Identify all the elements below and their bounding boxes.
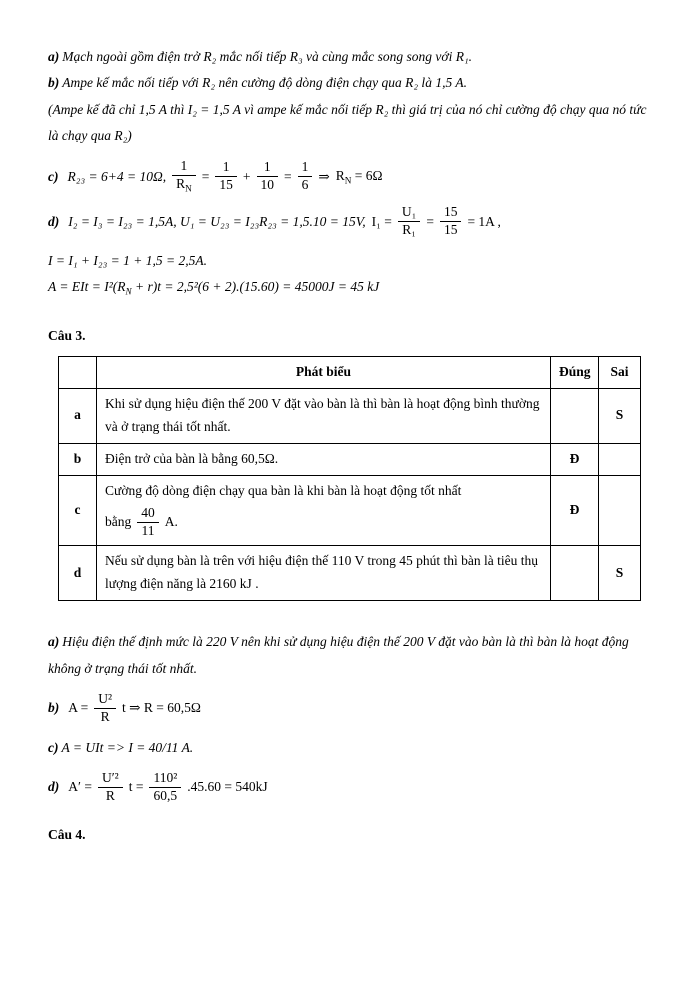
result-base: R xyxy=(335,167,345,183)
table-header-row xyxy=(59,356,641,388)
cau3-sol-d xyxy=(48,770,650,805)
row-key-cell: c xyxy=(59,475,97,546)
sol-c-text: A = UIt => I = 40/11 A. xyxy=(61,739,194,755)
sol-a-text: Hiệu điện thế định mức là 220 V nên khi sử dụng hiệu điện thế 200 V đặt vào bàn là thì bàn là hoạt động không ở trạng thái tốt nhất. xyxy=(48,634,629,676)
fraction-1-over-10 xyxy=(257,159,279,194)
cau4-heading: Câu 4. xyxy=(48,826,86,842)
true-false-table xyxy=(58,356,641,601)
fraction-1-over-15 xyxy=(215,159,237,194)
item-a-label: a) xyxy=(48,49,60,64)
true-header: Đúng xyxy=(551,356,599,388)
sai-cell xyxy=(599,443,641,475)
statement-cell xyxy=(97,475,551,546)
item-b-label: b) xyxy=(48,75,60,91)
fraction-U1-over-R1 xyxy=(398,204,420,239)
formula-line-c xyxy=(48,158,650,195)
energy-pre: A = EIt = I²(R xyxy=(48,279,126,295)
fraction-15-over-15 xyxy=(440,204,462,239)
energy-subscript: N xyxy=(125,287,132,298)
item-b-label: b) xyxy=(48,700,60,716)
table-row xyxy=(59,546,641,601)
frac-denominator: 15 xyxy=(219,177,233,193)
item-b-text: Ampe kế mắc nối tiếp với R₂ nên cường độ dòng điện chạy qua R₂ là 1,5 A. xyxy=(62,75,467,91)
fraction-1-over-RN xyxy=(172,158,196,195)
energy-post: + r)t = 2,5²(6 + 2).(15.60) = 45000J = 45 kJ xyxy=(131,279,380,295)
sai-cell: S xyxy=(599,388,641,443)
cau3-heading: Câu 3. xyxy=(48,327,86,343)
equals-sign: = xyxy=(201,168,210,184)
statement-post: A. xyxy=(164,513,178,529)
d-tail: .45.60 = 540kJ xyxy=(187,779,268,795)
fraction-110sq-over-60-5 xyxy=(149,770,181,805)
dung-cell: Đ xyxy=(551,475,599,546)
item-d-label: d) xyxy=(48,213,60,229)
implies-arrow: ⇒ xyxy=(318,168,330,184)
cau3-sol-b xyxy=(48,691,650,726)
frac-numerator: U₁ xyxy=(398,204,420,222)
paragraph-note xyxy=(48,97,650,150)
item-a-label: a) xyxy=(48,634,60,650)
frac-denominator: R₁ xyxy=(402,222,416,238)
equals-sign: = xyxy=(426,213,434,229)
frac-denominator: R xyxy=(105,787,115,803)
sai-cell: S xyxy=(599,546,641,601)
cau3-sol-c xyxy=(48,735,650,761)
item-d-label: d) xyxy=(48,779,60,795)
paragraph-b xyxy=(48,70,650,96)
dung-cell xyxy=(551,546,599,601)
frac-denominator: 6 xyxy=(301,177,309,193)
statement-cell: Khi sử dụng hiệu điện thế 200 V đặt vào bàn là thì bàn là hoạt động bình thường và ở trạng thái tốt nhất. xyxy=(97,388,551,443)
plus-sign: + xyxy=(242,168,251,184)
fraction-Uprime2-over-R xyxy=(98,770,123,805)
sai-cell xyxy=(599,475,641,546)
equals-sign: = xyxy=(284,168,292,184)
paragraph-a xyxy=(48,44,650,70)
frac-denominator: 60,5 xyxy=(153,787,178,803)
den-base: R xyxy=(176,176,186,192)
d-result: = 1A , xyxy=(467,213,501,229)
note-text: (Ampe kế đã chỉ 1,5 A thì I₂ = 1,5 A vì ampe kế mắc nối tiếp R₂ thì giá trị của nó chỉ cường độ chạy qua nó tức là chạy qua R₂) xyxy=(48,101,647,143)
b-pre: A = xyxy=(68,700,89,716)
frac-numerator: 1 xyxy=(298,159,313,177)
statement-line2 xyxy=(105,505,542,540)
c-head-text: R₂₃ = 6+4 = 10Ω, xyxy=(67,168,167,184)
frac-numerator: 1 xyxy=(172,158,196,176)
d-pre: I₁ = xyxy=(371,213,392,229)
paragraph-energy xyxy=(48,274,650,302)
frac-denominator: 11 xyxy=(141,522,155,538)
fraction-1-over-6 xyxy=(298,159,313,194)
result-rest: = 6Ω xyxy=(351,167,383,183)
cau3-sol-a xyxy=(48,629,650,682)
d-pre: A′ = xyxy=(68,779,92,795)
paragraph-current-sum xyxy=(48,248,650,274)
fraction-40-over-11 xyxy=(137,505,159,540)
c-result xyxy=(336,168,383,186)
table-row xyxy=(59,475,641,546)
corner-cell xyxy=(59,356,97,388)
statement-frac-label: bằng xyxy=(105,513,132,529)
row-key-cell: a xyxy=(59,388,97,443)
frac-denominator: R xyxy=(100,708,110,724)
d-mid: t = xyxy=(128,779,144,795)
table-row xyxy=(59,443,641,475)
row-key-cell: b xyxy=(59,443,97,475)
frac-numerator: 15 xyxy=(440,204,462,222)
frac-numerator: 110² xyxy=(149,770,181,788)
sum-line-text: I = I₁ + I₂₃ = 1 + 1,5 = 2,5A. xyxy=(48,253,207,269)
fraction-U2-over-R xyxy=(94,691,116,726)
item-c-label: c) xyxy=(48,168,59,184)
statement-line1: Cường độ dòng điện chạy qua bàn là khi bàn là hoạt động tốt nhất xyxy=(105,482,462,498)
table-row xyxy=(59,388,641,443)
formula-line-d xyxy=(48,204,650,239)
item-a-text: Mạch ngoài gồm điện trở R₂ mắc nối tiếp R₃ và cùng mắc song song với R₁. xyxy=(62,49,473,64)
statement-header: Phát biểu xyxy=(97,356,551,388)
frac-numerator: 1 xyxy=(257,159,279,177)
frac-denominator xyxy=(172,176,196,195)
frac-numerator: 40 xyxy=(137,505,159,523)
dung-cell: Đ xyxy=(551,443,599,475)
frac-numerator: U² xyxy=(94,691,116,709)
statement-cell: Nếu sử dụng bàn là trên với hiệu điện thế 110 V trong 45 phút thì bàn là tiêu thụ lượng điện năng là 2160 kJ . xyxy=(97,546,551,601)
row-key-cell: d xyxy=(59,546,97,601)
frac-numerator: U′² xyxy=(98,770,123,788)
b-mid: t ⇒ R = 60,5Ω xyxy=(122,700,201,716)
frac-numerator: 1 xyxy=(215,159,237,177)
dung-cell xyxy=(551,388,599,443)
den-subscript: N xyxy=(185,183,192,194)
statement-cell: Điện trở của bàn là bằng 60,5Ω. xyxy=(97,443,551,475)
frac-denominator: 10 xyxy=(260,177,274,193)
d-head-text: I₂ = I₃ = I₂₃ = 1,5A, U₁ = U₂₃ = I₂₃R₂₃ = 1,5.10 = 15V, xyxy=(68,213,366,229)
result-subscript: N xyxy=(344,175,352,186)
false-header: Sai xyxy=(599,356,641,388)
frac-denominator: 15 xyxy=(443,222,458,238)
item-c-label: c) xyxy=(48,739,59,755)
